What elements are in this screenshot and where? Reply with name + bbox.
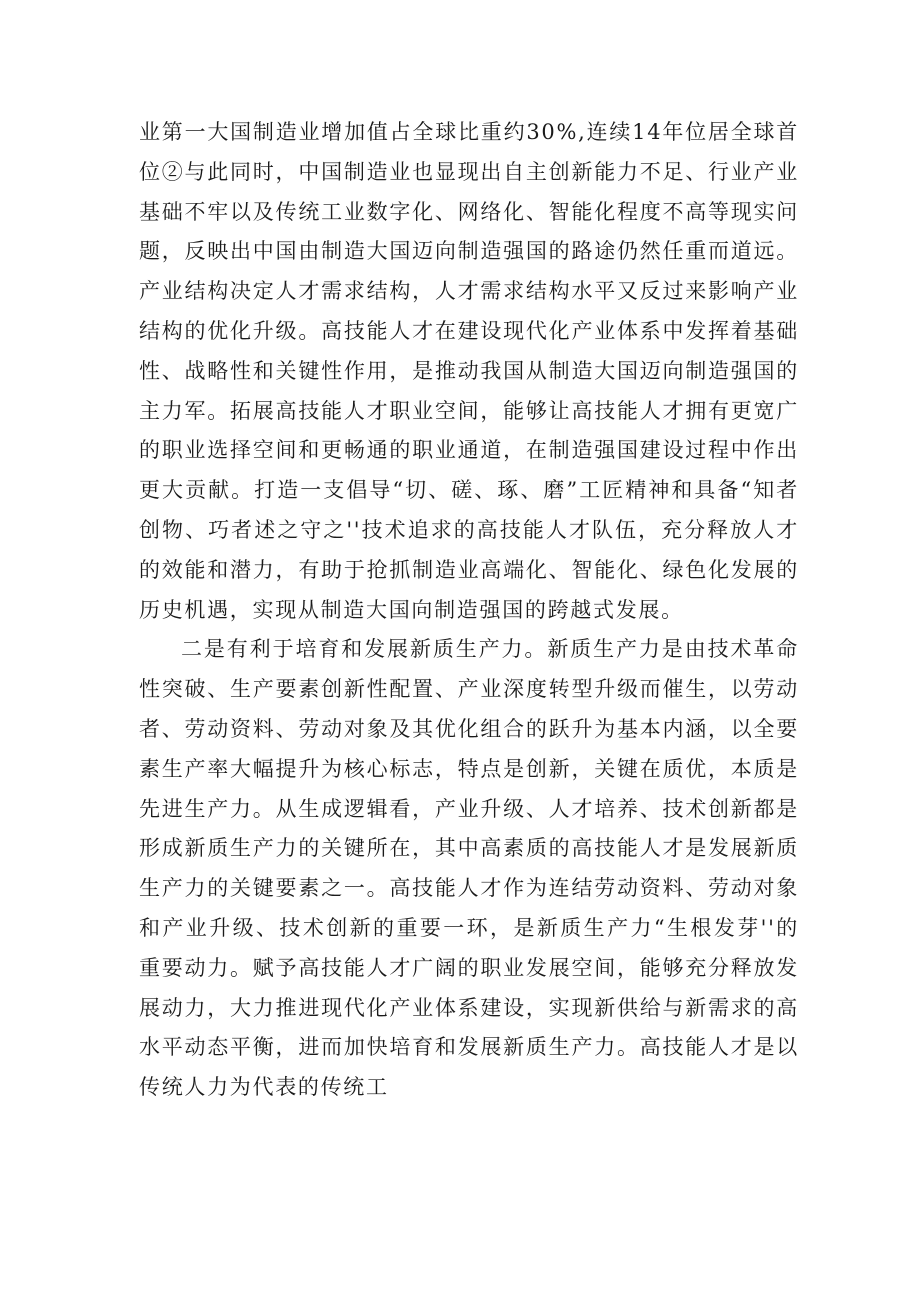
body-text: [139, 113, 799, 1108]
paragraph-2: 二是有利于培育和发展新质生产力。新质生产力是由技术革命性突破、生产要素创新性配置、产业深度转型升级而催生，以劳动者、劳动资料、劳动对象及其优化组合的跃升为基本内涵，以全要素生产率大幅提升为核心标志，特点是创新，关键在质优，本质是先进生产力。从生成逻辑看，产业升级、人才培养、技术创新都是形成新质生产力的关键所在，其中高素质的高技能人才是发展新质生产力的关键要素之一。高技能人才作为连结劳动资料、劳动对象和产业升级、技术创新的重要一环，是新质生产力“生根发芽''的重要动力。赋予高技能人才广阔的职业发展空间，能够充分释放发展动力，大力推进现代化产业体系建设，实现新供给与新需求的高水平动态平衡，进而加快培育和发展新质生产力。高技能人才是以传统人力为代表的传统工: [139, 637, 799, 1100]
paragraph-1: 业第一大国制造业增加值占全球比重约30%,连续14年位居全球首位②与此同时，中国制造业也显现出自主创新能力不足、行业产业基础不牢以及传统工业数字化、网络化、智能化程度不高等现实问题，反映出中国由制造大国迈向制造强国的路途仍然任重而道远。产业结构决定人才需求结构，人才需求结构水平又反过来影响产业结构的优化升级。高技能人才在建设现代化产业体系中发挥着基础性、战略性和关键性作用，是推动我国从制造大国迈向制造强国的主力军。拓展高技能人才职业空间，能够让高技能人才拥有更宽广的职业选择空间和更畅通的职业通道，在制造强国建设过程中作出更大贡献。打造一支倡导“切、磋、琢、磨”工匠精神和具备“知者创物、巧者述之守之''技术追求的高技能人才队伍，充分释放人才的效能和潜力，有助于抢抓制造业高端化、智能化、绿色化发展的历史机遇，实现从制造大国向制造强国的跨越式发展。: [139, 120, 799, 622]
